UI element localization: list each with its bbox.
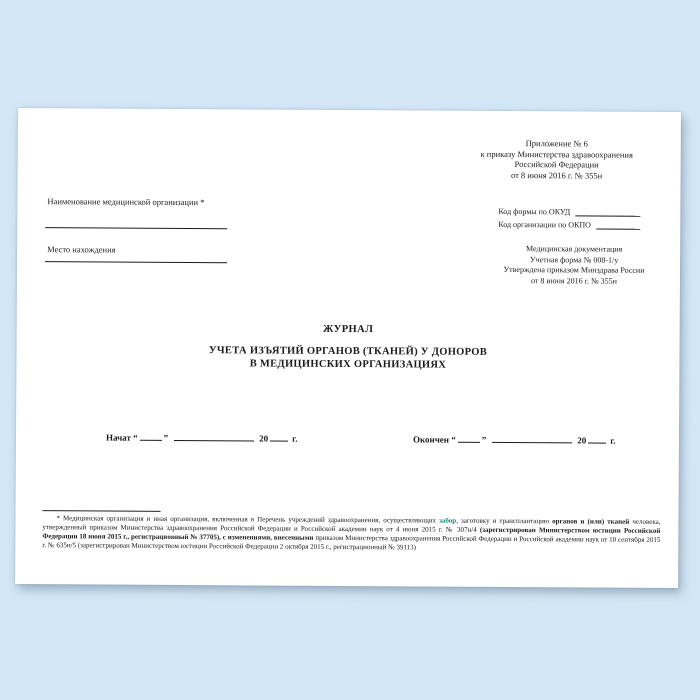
journal-start-date — [106, 433, 298, 444]
code-fields — [498, 203, 640, 230]
end-day-blank — [458, 440, 480, 443]
footnote-segment: , заготовку и трансплантацию — [456, 516, 553, 526]
appendix-header — [432, 138, 682, 182]
end-year-blank — [588, 440, 606, 443]
start-date-label: Начат — [105, 432, 131, 443]
document-page — [15, 108, 681, 588]
footnote-segment: (зарегистрирован Министерством юстиции Российской Федерации 18 июня 2015 г., регистрационный № 37705), с изменениями, внесенными — [42, 525, 661, 542]
med-doc-header — [454, 244, 694, 287]
start-month-blank — [174, 438, 254, 441]
start-year-suffix: г. — [292, 433, 298, 444]
appendix-line: от 8 июня 2016 г. № 355н — [510, 169, 603, 181]
open-quote: “ — [451, 434, 456, 445]
footnote-separator — [43, 510, 161, 512]
org-name-blank — [45, 227, 227, 229]
end-year-prefix: 20 — [577, 435, 587, 446]
med-doc-line: Учетная форма № 008-1/у — [529, 254, 619, 265]
okpo-blank — [596, 227, 640, 230]
title-heading: ЖУРНАЛ — [322, 323, 374, 336]
start-year-prefix: 20 — [259, 433, 269, 444]
med-doc-line: от 8 июня 2016 г. № 355н — [530, 275, 617, 286]
start-day-blank — [140, 438, 162, 441]
close-quote: ” — [163, 432, 169, 443]
okud-blank — [575, 213, 640, 216]
footnote-segment: приказом Министерства здравоохранения Российской Федерации и Российской академии наук от 10 сентября 2015 г. № 635н/5 (зарегистрирован Министерством юстиции Российской Федерации 2 октября 2015 г., регистрационный № 39113) — [42, 533, 661, 552]
okpo-row — [498, 216, 640, 230]
appendix-line: к приказу Министерства здравоохранения — [480, 148, 633, 160]
end-month-blank — [492, 440, 572, 443]
start-year-blank — [270, 439, 288, 442]
journal-end-date — [413, 434, 616, 445]
okud-label: Код формы по ОКУД — [498, 206, 571, 217]
title-subtitle-line1: УЧЕТА ИЗЪЯТИЙ ОРГАНОВ (ТКАНЕЙ) У ДОНОРОВ — [208, 345, 488, 358]
footnote-segment: * Медицинская организация и иная организация, включенная в Перечень учреждений здравоохранения, осуществляющих — [56, 514, 440, 525]
org-name-label: Наименование медицинской организации * — [47, 196, 205, 208]
close-quote: ” — [481, 434, 487, 445]
title-subtitle-line2: В МЕДИЦИНСКИХ ОРГАНИЗАЦИЯХ — [249, 358, 447, 371]
appendix-line: Приложение № 6 — [525, 138, 588, 149]
med-doc-line: Медицинская документация — [526, 244, 623, 254]
end-date-label: Окончен — [412, 434, 450, 445]
footnote-text — [42, 514, 660, 554]
med-doc-line: Утверждена приказом Минздрава России — [503, 264, 645, 275]
open-quote: “ — [133, 432, 138, 443]
footnote-link-zabor[interactable]: забор — [439, 516, 457, 525]
appendix-line: Российской Федерации — [514, 159, 599, 170]
okpo-label: Код организации по ОКПО — [498, 219, 592, 230]
org-location-label: Место нахождения — [47, 244, 116, 255]
okud-row — [498, 203, 640, 217]
org-location-blank — [45, 261, 227, 263]
document-title — [16, 322, 679, 373]
footnote-segment: органов и (или) тканей — [552, 517, 630, 526]
end-year-suffix: г. — [610, 435, 616, 446]
footnote-segment: человека, утвержденный приказом Министерства здравоохранения Российской Федерации и Российской академии наук от 4 июня 2015 г. № 307н/4 — [42, 517, 661, 534]
